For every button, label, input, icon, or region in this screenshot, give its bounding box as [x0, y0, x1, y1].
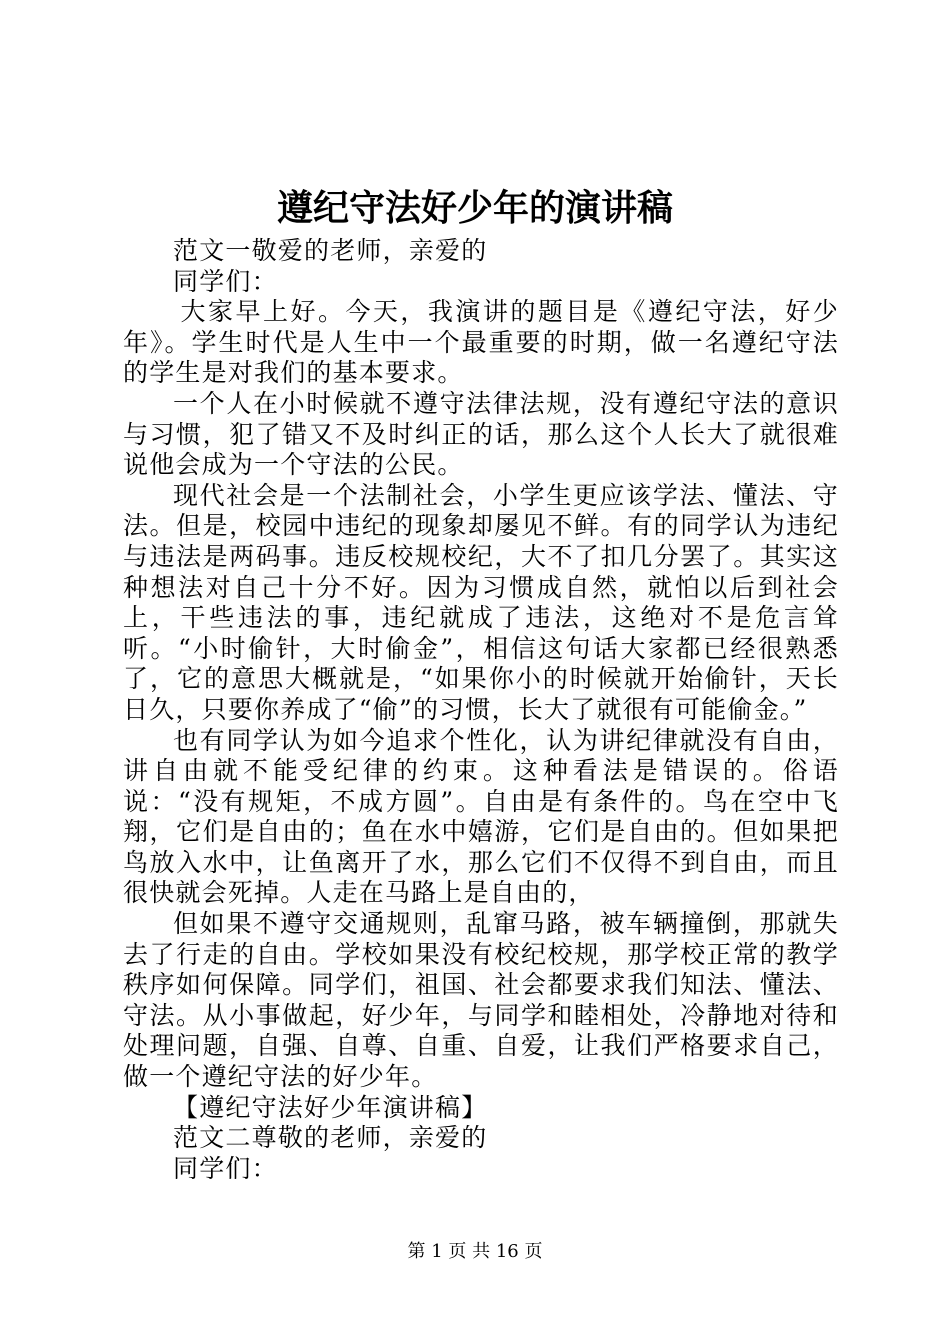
paragraph-6: 也有同学认为如今追求个性化，认为讲纪律就没有自由，讲自由就不能受纪律的约束。这种看法是错误的。俗语说：“没有规矩，不成方圆”。自由是有条件的。鸟在空中飞翔，它们是自由的；鱼在水中嬉游，它们是自由的。但如果把鸟放入水中，让鱼离开了水，那么它们不仅得不到自由，而且很快就会死掉。人走在马路上是自由的，	[123, 725, 839, 908]
paragraph-5: 现代社会是一个法制社会，小学生更应该学法、懂法、守法。但是，校园中违纪的现象却屡见不鲜。有的同学认为违纪与违法是两码事。违反校规校纪，大不了扣几分罢了。其实这种想法对自己十分不好。因为习惯成自然，就怕以后到社会上，干些违法的事，违纪就成了违法，这绝对不是危言耸听。“小时偷针，大时偷金”，相信这句话大家都已经很熟悉了，它的意思大概就是，“如果你小的时候就开始偷针，天长日久，只要你养成了“偷”的习惯，长大了就很有可能偷金。”	[123, 480, 839, 724]
document-body	[123, 236, 839, 1184]
paragraph-4: 一个人在小时候就不遵守法律法规，没有遵纪守法的意识与习惯，犯了错又不及时纠正的话，那么这个人长大了就很难说他会成为一个守法的公民。	[123, 388, 839, 480]
paragraph-2: 同学们：	[173, 266, 278, 296]
paragraph-8: 【遵纪守法好少年演讲稿】	[173, 1092, 488, 1122]
page-footer: 第 1 页 共 16 页	[407, 1241, 543, 1262]
paragraph-3: 大家早上好。今天，我演讲的题目是《遵纪守法，好少年》。学生时代是人生中一个最重要的时期，做一名遵纪守法的学生是对我们的基本要求。	[123, 297, 839, 388]
document-title: 遵纪守法好少年的演讲稿	[276, 187, 673, 229]
paragraph-1: 范文一敬爱的老师，亲爱的	[173, 236, 488, 265]
paragraph-9: 范文二尊敬的老师，亲爱的	[173, 1123, 488, 1153]
paragraph-7: 但如果不遵守交通规则，乱窜马路，被车辆撞倒，那就失去了行走的自由。学校如果没有校纪校规，那学校正常的教学秩序如何保障。同学们，祖国、社会都要求我们知法、懂法、守法。从小事做起，好少年，与同学和睦相处，冷静地对待和处理问题，自强、自尊、自重、自爱，让我们严格要求自己，做一个遵纪守法的好少年。	[123, 909, 839, 1092]
paragraph-10: 同学们：	[173, 1153, 278, 1183]
